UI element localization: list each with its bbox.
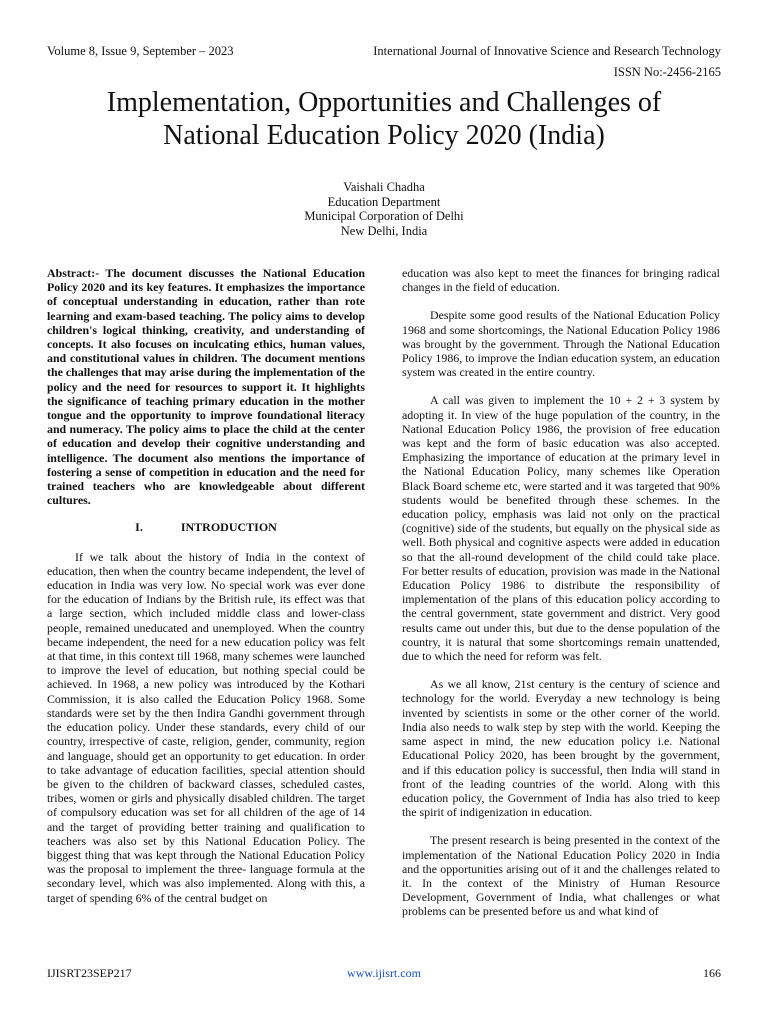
footer-paper-id: IJISRT23SEP217 [47, 966, 132, 980]
paragraph: A call was given to implement the 10 + 2 + 3 system by adopting it. In view of the huge population of the country, in the National Education Policy 1986, the provision of free education was kept and the form of basic education was also accepted. Emphasizing the importance of education at the primary level in the National Education Policy, many schemes like Operation Black Board scheme etc, were started and it was targeted that 90% students would be benefited through these schemes. In the education policy, emphasis was laid not only on the practical (cognitive) side of the students, but equally on the physical side as well. Both physical and cognitive aspects were added in education so that the all-round development of the child could take place. For better results of education, provision was made in the National Education Policy 1986 to distribute the responsibility of implementation of the plans of this education policy according to the central government, state government and district. Very good results came out under this, but due to the dense population of the country, it is natural that some shortcomings remain unattended, due to which the need for reform was felt. [402, 393, 720, 664]
section-number: I. [135, 520, 143, 535]
paper-title-line-1: Implementation, Opportunities and Challenges of [106, 87, 662, 118]
right-column [402, 266, 720, 919]
paragraph: As we all know, 21st century is the century of science and technology for the world. Everyday a new technology is being invented by scientists in some or the other corner of the world. India also needs to walk step by step with the world. Keeping the same aspect in mind, the new education policy i.e. National Educational Policy 2020, has been brought by the government, and if this education policy is successful, then India will stand in front of the leading countries of the world. Along with this education policy, the Government of India has also tried to keep the spirit of indigenization in education. [402, 677, 720, 820]
footer-website-link[interactable]: www.ijisrt.com [347, 966, 421, 980]
paragraph: education was also kept to meet the finances for bringing radical changes in the field of education. [402, 266, 720, 295]
section-heading [47, 520, 365, 534]
author-block [0, 180, 768, 238]
author-name: Vaishali Chadha [343, 180, 425, 194]
author-organization: Municipal Corporation of Delhi [304, 209, 464, 223]
paragraph: The present research is being presented in the context of the implementation of the National Education Policy 2020 in India and the opportunities arising out of it and the challenges related to it. In the context of the Ministry of Human Resource Development, Government of India, what challenges or what problems can be presented before us and what kind of [402, 833, 720, 919]
abstract: Abstract:- The document discusses the National Education Policy 2020 and its key features. It emphasizes the importance of conceptual understanding in education, rather than rote learning and exam-based teaching. The policy aims to develop children's logical thinking, creativity, and understanding of concepts. It also focuses on inculcating ethics, human values, and constitutional values in children. The document mentions the challenges that may arise during the implementation of the policy and the need for resources to support it. It highlights the significance of teaching primary education in the mother tongue and the opportunity to improve foundational literacy and numeracy. The policy aims to place the child at the center of education and develop their cognitive understanding and intelligence. The document also mentions the importance of fostering a sense of competition in education and the need for trained teachers who are knowledgeable about different cultures. [47, 266, 365, 508]
running-header-journal: International Journal of Innovative Science and Research Technology [373, 44, 721, 58]
page-number: 166 [703, 966, 721, 980]
paragraph: If we talk about the history of India in the context of education, then when the country became independent, the level of education in India was very low. No special work was ever done for the education of Indians by the British rule, its effect was that a large section, which included middle class and lower-class people, remained uneducated and unemployed. When the country became independent, the need for a new education policy was felt at that time, in this context till 1968, many schemes were launched to improve the level of education, but nothing special could be achieved. In 1968, a new policy was introduced by the Kothari Commission, it is also called the Education Policy 1968. Some standards were set by the then Indira Gandhi government through the education policy. Under these standards, every child of our country, irrespective of caste, religion, gender, community, region and language, should get an opportunity to get education. In order to take advantage of education facilities, special attention should be given to the children of backward classes, scheduled castes, tribes, women or girls and physically disabled children. The target of compulsory education was set for all children of the age of 14 and the target of providing better training and qualification to teachers was also set by this National Education Policy. The biggest thing that was kept through the National Education Policy was the proposal to implement the three- language formula at the secondary level, which was also implemented. Along with this, a target of spending 6% of the central budget on [47, 549, 365, 905]
author-department: Education Department [327, 194, 441, 209]
paper-title-line-2: National Education Policy 2020 (India) [163, 120, 605, 151]
issn-label: ISSN No:-2456-2165 [613, 65, 721, 79]
paper-title [40, 86, 728, 152]
author-location: New Delhi, India [340, 223, 428, 238]
running-header-volume: Volume 8, Issue 9, September – 2023 [47, 44, 234, 58]
section-title: INTRODUCTION [180, 520, 277, 535]
left-column [47, 266, 365, 905]
paragraph: Despite some good results of the National Education Policy 1968 and some shortcomings, the National Education Policy 1986 was brought by the government. Through the National Education Policy 1986, to improve the Indian education system, an education system was created in the entire country. [402, 308, 720, 380]
